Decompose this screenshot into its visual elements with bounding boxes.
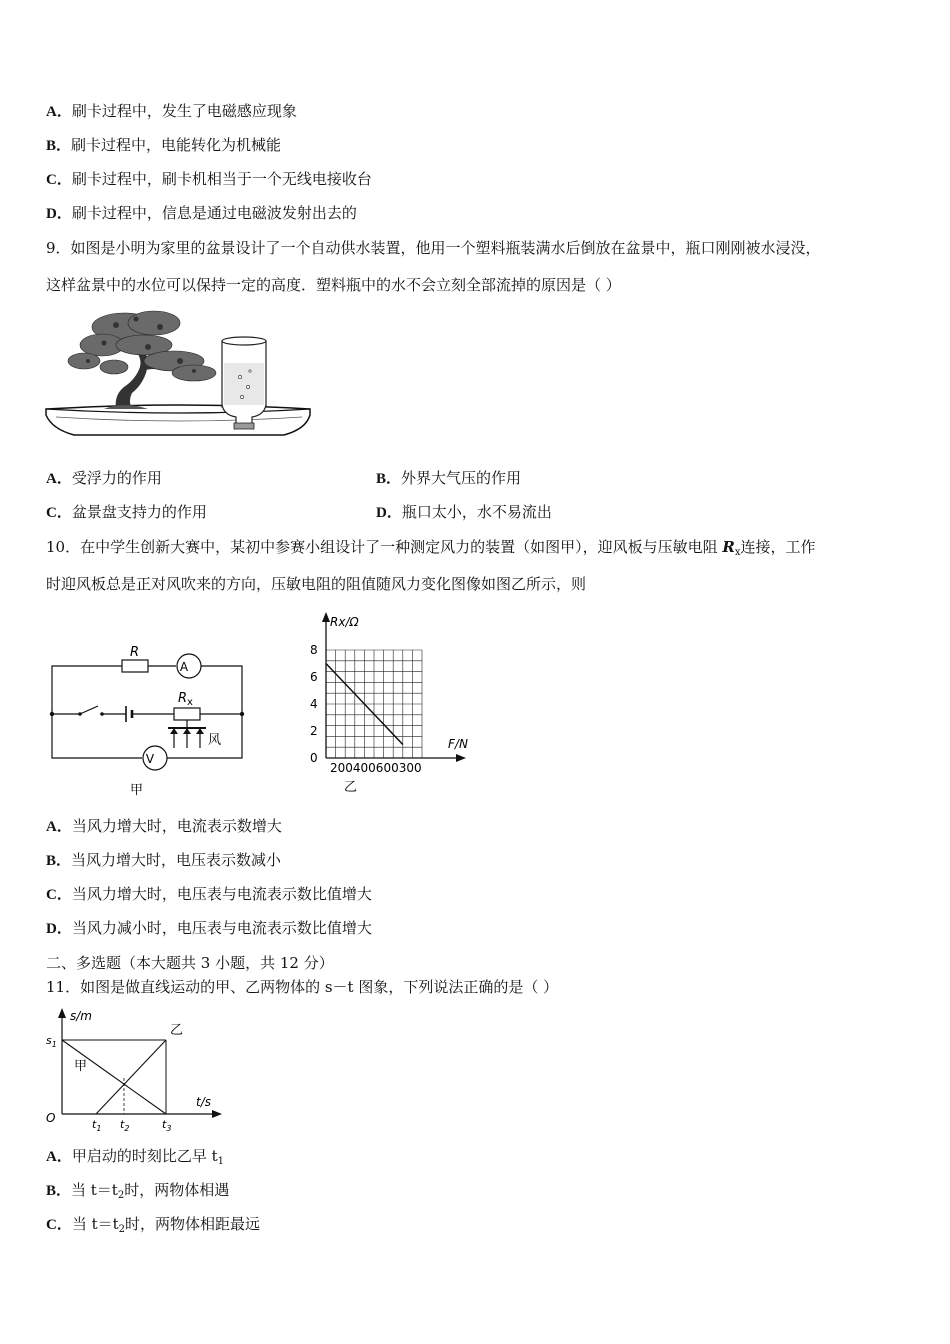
ammeter-label: A — [179, 660, 189, 674]
q11-option-a: A．甲启动的时刻比乙早 $t_1$ — [46, 1147, 225, 1167]
voltmeter-label: V — [145, 752, 155, 766]
q11-option-b: B．当 $t=t_2$时，两物体相遇 — [46, 1181, 230, 1201]
q9-option-a: A．受浮力的作用 — [46, 469, 162, 487]
q8-option-d: D．刷卡过程中，信息是通过电磁波发射出去的 — [46, 204, 357, 222]
q9-stem-line2: 这样盆景中的水位可以保持一定的高度．塑料瓶中的水不会立刻全部流掉的原因是（ ） — [46, 276, 621, 294]
q10-option-a: A．当风力增大时，电流表示数增大 — [46, 817, 282, 835]
circuit-caption: 甲 — [130, 783, 144, 798]
tick-t1: $t_1$ — [92, 1118, 102, 1133]
q9-stem-line1: 9．如图是小明为家里的盆景设计了一个自动供水装置，他用一个塑料瓶装满水后倒放在盆景中，瓶口刚刚被水浸没， — [46, 239, 821, 257]
q8-option-b: B．刷卡过程中，电能转化为机械能 — [46, 136, 282, 154]
st-x-arrow — [212, 1110, 222, 1118]
st-y-label: s/m — [70, 1009, 92, 1023]
circuit-figure — [44, 636, 254, 801]
x-axis-arrow — [456, 754, 466, 762]
y-tick-label: 0 — [310, 751, 318, 765]
q10-stem-line1: 10．在中学生创新大赛中，某初中参赛小组设计了一种测定风力的装置（如图甲），迎风板与压敏电阻 $R_x$连接，工作 — [46, 538, 816, 558]
y-tick-label: 8 — [310, 643, 318, 657]
chart-y-label: Rx/Ω — [330, 615, 359, 629]
resistor-rx-label: $R_x$ — [178, 691, 193, 708]
section-title: 二、多选题（本大题共 3 小题，共 12 分） — [46, 954, 334, 972]
q9-option-c: C．盆景盘支持力的作用 — [46, 503, 207, 521]
y-tick-label: 6 — [310, 670, 318, 684]
tick-t2: $t_2$ — [120, 1118, 130, 1133]
chart-caption: 乙 — [344, 780, 358, 795]
series-jia-label: 甲 — [74, 1059, 88, 1074]
q10-stem-line2: 时迎风板总是正对风吹来的方向，压敏电阻的阻值随风力变化图像如图乙所示，则 — [46, 575, 587, 593]
q10-option-b: B．当风力增大时，电压表示数减小 — [46, 851, 282, 869]
q9-option-b: B．外界大气压的作用 — [376, 469, 522, 487]
st-y-arrow — [58, 1008, 66, 1018]
rx-force-chart — [300, 610, 480, 800]
tick-t3: $t_3$ — [162, 1118, 172, 1133]
origin-label: O — [46, 1111, 56, 1125]
q10-option-c: C．当风力增大时，电压表与电流表示数比值增大 — [46, 885, 372, 903]
series-yi-line — [96, 1040, 166, 1114]
q10-option-d: D．当风力减小时，电压表与电流表示数比值增大 — [46, 919, 372, 937]
bonsai-water-figure — [44, 305, 314, 445]
q8-option-c: C．刷卡过程中，刷卡机相当于一个无线电接收台 — [46, 170, 372, 188]
q11-stem: 11．如图是做直线运动的甲、乙两物体的 s－t 图象，下列说法正确的是（ ） — [46, 978, 559, 996]
st-x-label: t/s — [196, 1095, 211, 1109]
chart-x-label: F/N — [448, 737, 468, 751]
y-tick-label: 4 — [310, 697, 318, 711]
wind-label: 风 — [208, 733, 222, 748]
y-tick-label: 2 — [310, 724, 318, 738]
series-jia-line — [62, 1040, 166, 1114]
q11-option-c: C．当 $t=t_2$时，两物体相距最远 — [46, 1215, 261, 1235]
tick-s1: $s_1$ — [46, 1034, 57, 1049]
resistor-r-label: R — [130, 645, 140, 660]
q8-option-a: A．刷卡过程中，发生了电磁感应现象 — [46, 102, 297, 120]
st-graph — [44, 1006, 224, 1134]
q9-option-d: D．瓶口太小，水不易流出 — [376, 503, 552, 521]
series-yi-label: 乙 — [170, 1023, 184, 1038]
chart-grid — [326, 650, 422, 758]
y-axis-arrow — [322, 612, 330, 622]
chart-x-tick-labels: 200400600300 — [330, 761, 422, 775]
